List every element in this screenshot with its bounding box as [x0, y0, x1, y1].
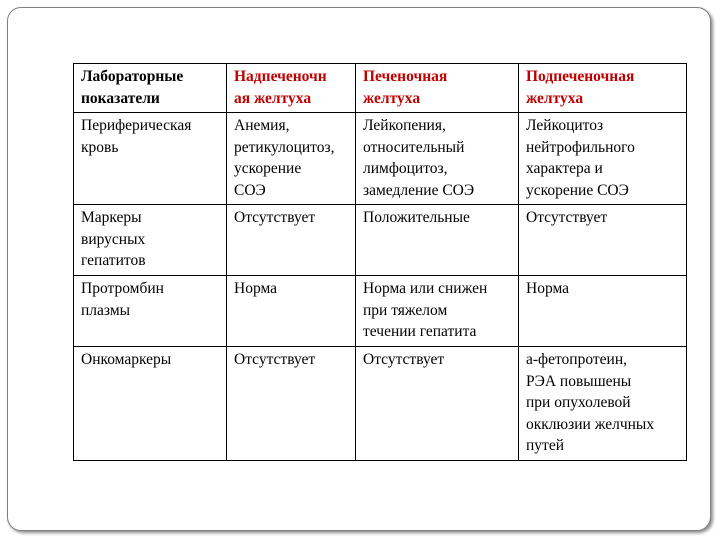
table-row: [74, 205, 687, 276]
header-cell-lab-indicators: Лабораторные показатели: [74, 64, 227, 113]
header-cell-posthepatic: Подпеченочная желтуха: [519, 64, 687, 113]
slide-frame: [7, 7, 711, 531]
header-cell-hepatic: Печеночная желтуха: [356, 64, 519, 113]
row-label-hepatitis-markers: Маркеры вирусных гепатитов: [74, 205, 227, 276]
table-cell: Норма или снижен при тяжелом течении гепатита: [356, 276, 519, 347]
table-cell: а-фетопротеин, РЭА повышены при опухолевой окклюзии желчных путей: [519, 347, 687, 461]
table-cell: Анемия, ретикулоцитоз, ускорение СОЭ: [227, 113, 356, 205]
table-cell: Норма: [227, 276, 356, 347]
jaundice-comparison-table: [73, 63, 687, 461]
table-cell: Норма: [519, 276, 687, 347]
table-row: [74, 113, 687, 205]
table-row: [74, 276, 687, 347]
table-cell: Отсутствует: [519, 205, 687, 276]
table-cell: Отсутствует: [227, 347, 356, 461]
table-cell: Отсутствует: [227, 205, 356, 276]
table-cell: Отсутствует: [356, 347, 519, 461]
row-label-tumor-markers: Онкомаркеры: [74, 347, 227, 461]
table-cell: Лейкоцитоз нейтрофильного характера и ускорение СОЭ: [519, 113, 687, 205]
table-header-row: [74, 64, 687, 113]
row-label-prothrombin: Протромбин плазмы: [74, 276, 227, 347]
table-row: [74, 347, 687, 461]
table-cell: Лейкопения, относительный лимфоцитоз, замедление СОЭ: [356, 113, 519, 205]
table-cell: Положительные: [356, 205, 519, 276]
row-label-peripheral-blood: Периферическая кровь: [74, 113, 227, 205]
header-cell-prehepatic: Надпеченочн ая желтуха: [227, 64, 356, 113]
